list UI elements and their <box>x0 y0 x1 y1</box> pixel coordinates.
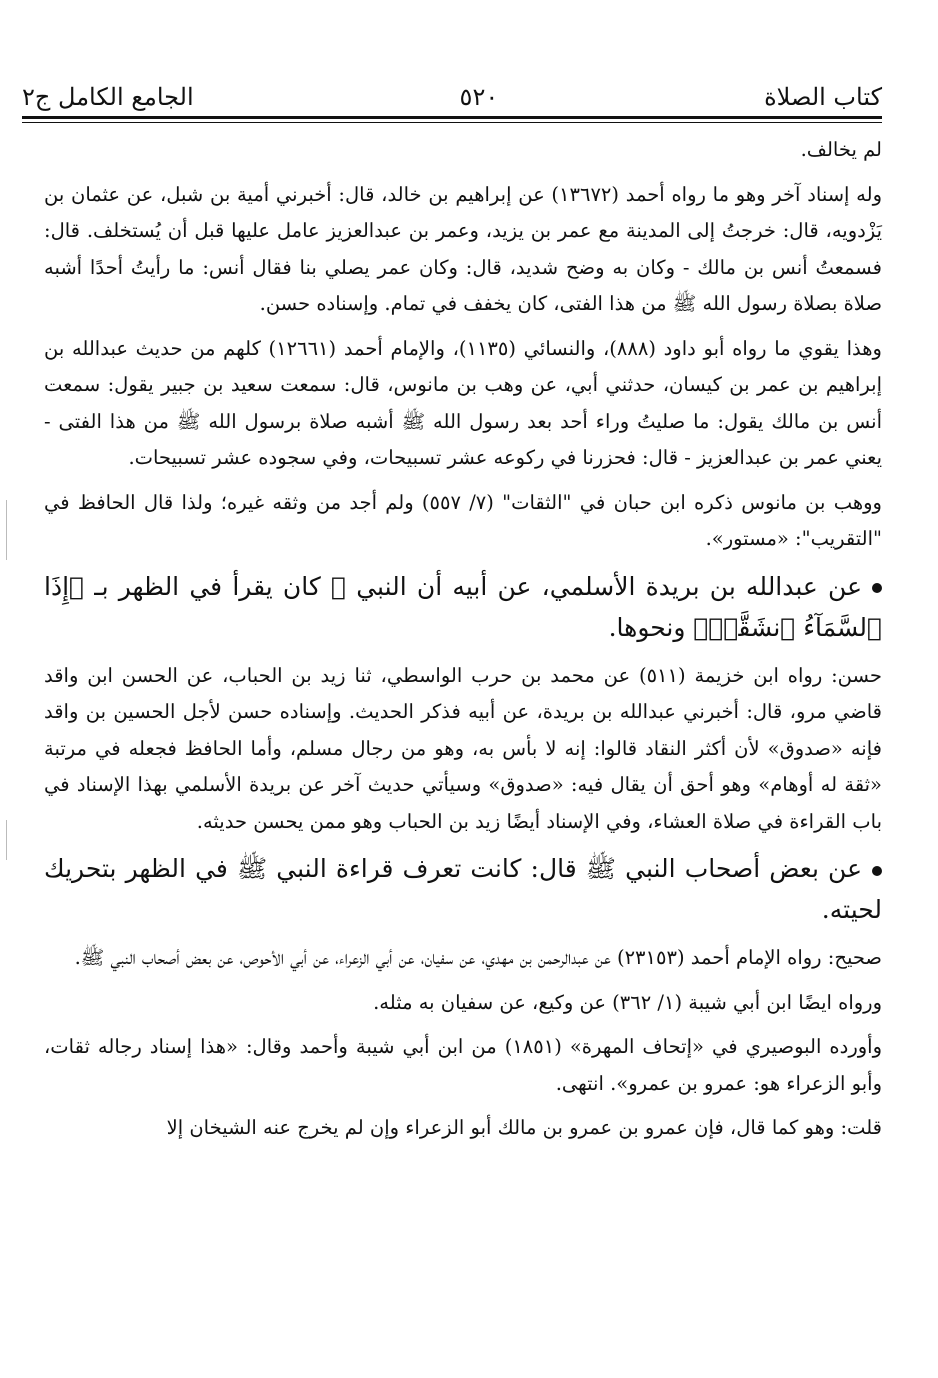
paragraph-1: لم يخالف. <box>800 138 882 161</box>
hadith-text-2-content: عن بعض أصحاب النبي ﷺ قال: كانت تعرف قراءة النبي ﷺ في الظهر بتحريك لحيته. <box>44 854 882 924</box>
paragraph-4: ووهب بن مانوس ذكره ابن حبان في "الثقات" (٧/ ٥٥٧) ولم أجد من وثقه غيره؛ ولذا قال الحافظ في "التقريب": «مستور». <box>44 490 882 550</box>
paragraph-3: وهذا يقوي ما رواه أبو داود (٨٨٨)، والنسائي (١١٣٥)، والإمام أحمد (١٢٦٦١) كلهم من حديث عبدالله بن إبراهيم بن عمر بن كيسان، حدثني أبي، عن وهب بن مانوس، قال: سمعت سعيد بن جبير يقول: سمعت أنس بن مالك يقول: ما صليتُ وراء أحد بعد رسول الله ﷺ أشبه صلاة برسول الله ﷺ من هذا الفتى - يعني عمر بن عبدالعزيز - قال: فحزرنا في ركوعه عشر تسبيحات، وفي سجوده عشر تسبيحات. <box>44 336 882 469</box>
hadith-text-1 <box>44 566 882 648</box>
header-rule-thick <box>22 116 882 119</box>
paragraph-2: وله إسناد آخر وهو ما رواه أحمد (١٣٦٧٢) عن إبراهيم بن خالد، قال: أخبرني أمية بن شبل، عن عثمان بن يَزْدويه، قال: خرجتُ إلى المدينة مع عمر بن يزيد، وعمر بن عبدالعزيز عامل عليها قبل أن يُستخلف. قال: فسمعتُ أنس بن مالك - وكان به وضح شديد، قال: وكان عمر يصلي بنا فقال أنس: ما رأيتُ أحدًا أشبه صلاة بصلاة رسول الله ﷺ من هذا الفتى، كان يخفف في تمام. وإسناده حسن. <box>44 182 882 315</box>
page-number: ٥٢٠ <box>459 83 499 111</box>
paragraph-8: صحيح: رواه الإمام أحمد (٢٣١٥٣) عن عبدالرحمن بن مهدي، عن سفيان، عن أبي الزعراء، عن أبي الأحوص، عن بعض أصحاب النبي ﷺ. <box>74 946 882 969</box>
bullet-icon <box>872 583 882 593</box>
running-header <box>22 68 882 112</box>
paragraph-11: قلت: وهو كما قال، فإن عمرو بن عمرو بن مالك أبو الزعراء وإن لم يخرج عنه الشيخان إلا <box>166 1116 882 1139</box>
page-body <box>44 132 882 1155</box>
header-book-title: الجامع الكامل ج٢ <box>22 83 194 111</box>
paragraph-10: وأورده البوصيري في «إتحاف المهرة» (١٨٥١) من ابن أبي شيبة وأحمد وقال: «هذا إسناد رجاله ثقات، وأبو الزعراء هو: عمرو بن عمرو». انتهى. <box>44 1035 883 1095</box>
hadith-text-2 <box>44 848 882 930</box>
header-chapter-title: كتاب الصلاة <box>764 83 882 111</box>
bullet-icon <box>872 866 882 876</box>
hadith-text-1-content: عن عبدالله بن بريدة الأسلمي، عن أبيه أن النبي ﷺ كان يقرأ في الظهر بـ ﴿إِذَا ٱلسَّمَآءُ ٱنشَقَّتۡ﴾ ونحوها. <box>44 571 882 642</box>
paragraph-9: ورواه ايضًا ابن أبي شيبة (١/ ٣٦٢) عن وكيع، عن سفيان به مثله. <box>373 990 882 1014</box>
paragraph-6: حسن: رواه ابن خزيمة (٥١١) عن محمد بن حرب الواسطي، ثنا زيد بن الحباب، عن الحسن ابن واقد قاضي مرو، قال: أخبرني عبدالله بن بريدة، عن أبيه فذكر الحديث. وإسناده حسن لأجل الحسين بن واقد فإنه «صدوق» لأن أكثر النقاد قالوا: إنه لا بأس به، وهو من رجال مسلم، وأما الحافظ فجعله في مرتبة «ثقة له أوهام» وهو أحق أن يقال فيه: «صدوق» وسيأتي حديث آخر عن بريدة الأسلمي بهذا الإسناد في باب القراءة في صلاة العشاء، وفي الإسناد أيضًا زيد بن الحباب وهو ممن يحسن حديثه. <box>44 663 882 833</box>
margin-scan-mark <box>6 820 7 860</box>
header-rule-thin <box>22 122 882 123</box>
margin-scan-mark <box>6 500 7 560</box>
